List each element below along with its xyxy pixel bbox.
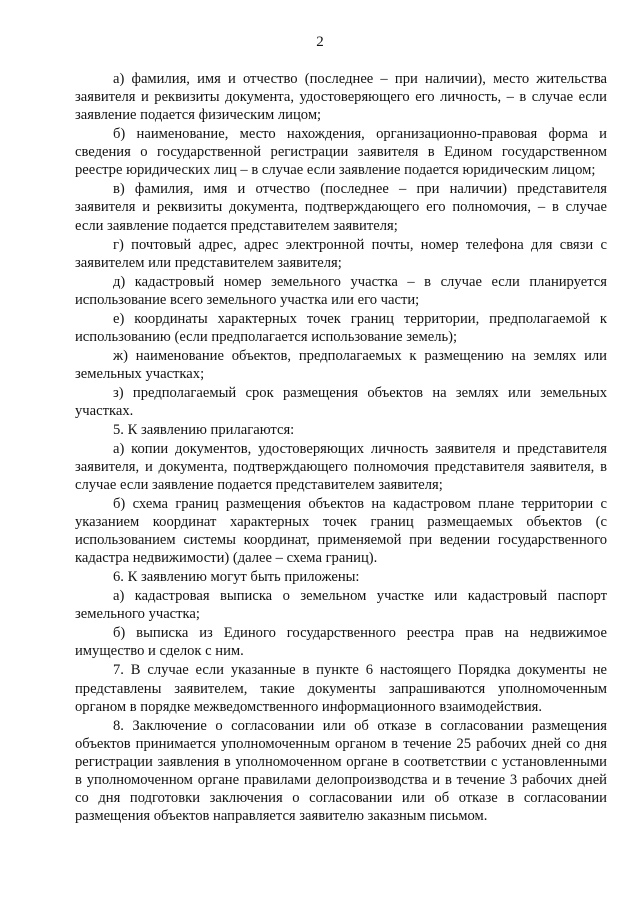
paragraph-z-placement-term: з) предполагаемый срок размещения объектов на землях или земельных участках.	[75, 384, 607, 419]
section-5-paragraph-a: а) копии документов, удостоверяющих личность заявителя и представителя заявителя, и документа, подтверждающего полномочия представителя заявителя, в случае если заявление подается представителем заявителя;	[75, 440, 607, 494]
section-6-paragraph-b: б) выписка из Единого государственного реестра прав на недвижимое имущество и сделок с ним.	[75, 625, 607, 660]
page-number: 2	[316, 34, 324, 50]
paragraph-v-applicant-representative: в) фамилия, имя и отчество (последнее – при наличии) представителя заявителя и реквизиты документа, подтверждающего его полномочия, – в случае если заявление подается представителем заявителя;	[75, 181, 607, 234]
paragraph-e-coordinates: е) координаты характерных точек границ территории, предполагаемой к использованию (если предполагается использование земель);	[75, 310, 607, 345]
paragraph-g-contact-details: г) почтовый адрес, адрес электронной почты, номер телефона для связи с заявителем или представителем заявителя;	[75, 236, 607, 271]
paragraph-a-applicant-individual: а) фамилия, имя и отчество (последнее – при наличии), место жительства заявителя и реквизиты документа, удостоверяющего его личность, – в случае если заявление подается физическим лицом;	[75, 71, 607, 124]
section-7-paragraph: 7. В случае если указанные в пункте 6 настоящего Порядка документы не представлены заявителем, такие документы запрашиваются уполномоченным органом в порядке межведомственного информационного взаимодействия.	[75, 662, 607, 715]
paragraph-zh-objects-name: ж) наименование объектов, предполагаемых к размещению на землях или земельных участках;	[75, 347, 607, 382]
section-5-paragraph-b: б) схема границ размещения объектов на кадастровом плане территории с указанием координат характерных точек границ размещаемых объектов (с использованием системы координат, применяемой при ведении государственного кадастра недвижимости) (далее – схема границ).	[75, 496, 607, 567]
section-5-heading: 5. К заявлению прилагаются:	[113, 421, 295, 438]
section-8-paragraph: 8. Заключение о согласовании или об отказе в согласовании размещения объектов принимается уполномоченным органом в течение 25 рабочих дней со дня регистрации заявления в уполномоченном органе в соответствии с установленными в уполномоченном органе правилами делопроизводства и в течение 3 рабочих дней со дня подготовки заключения о согласовании или об отказе в согласовании размещения объектов направляется заявителю заказным письмом.	[75, 717, 607, 825]
section-6-heading: 6. К заявлению могут быть приложены:	[113, 569, 360, 586]
paragraph-b-applicant-legal-entity: б) наименование, место нахождения, организационно-правовая форма и сведения о государственной регистрации заявителя в Едином государственном реестре юридических лиц – в случае если заявление подается юридическим лицом;	[75, 126, 607, 179]
document-body	[75, 70, 607, 825]
section-6-paragraph-a: а) кадастровая выписка о земельном участке или кадастровый паспорт земельного участка;	[75, 588, 607, 623]
paragraph-d-cadastral-number: д) кадастровый номер земельного участка – в случае если планируется использование всего земельного участка или его части;	[75, 273, 607, 308]
